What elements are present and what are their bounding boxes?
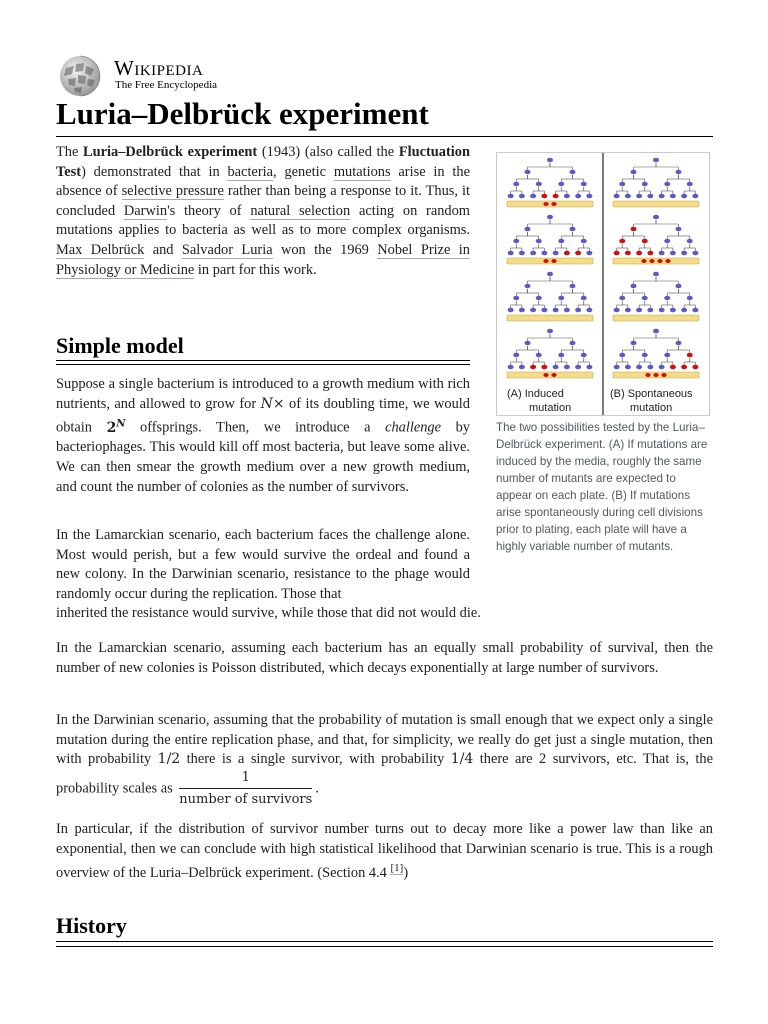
normal-cell — [558, 182, 564, 187]
normal-cell — [631, 284, 637, 289]
culture-plate — [507, 201, 593, 207]
text: there are 2 survivors, etc. That is, the probability scales as — [56, 751, 713, 797]
normal-cell — [558, 296, 564, 301]
normal-cell — [581, 182, 587, 187]
mutant-colony — [665, 259, 670, 263]
normal-cell — [586, 365, 592, 370]
normal-cell — [553, 251, 559, 256]
normal-cell — [558, 239, 564, 244]
mutant-cell — [530, 365, 536, 370]
normal-cell — [536, 239, 542, 244]
section-divider — [56, 360, 470, 361]
normal-cell — [575, 194, 581, 199]
text: In the Darwinian scenario, assuming that the probability of mutation is small enough that we expect only a single mutation during the entire replication phase, and that, for simplicity, we really do get just a single mutation, then with probability — [56, 712, 713, 768]
mutant-cell — [647, 251, 653, 256]
normal-cell — [619, 353, 625, 358]
normal-cell — [553, 308, 559, 313]
normal-cell — [564, 365, 570, 370]
link-salvador-luria[interactable]: Salvador Luria — [181, 241, 273, 258]
normal-cell — [692, 251, 698, 256]
label-b-line2: mutation — [630, 402, 673, 414]
normal-cell — [564, 194, 570, 199]
paragraph-lamarckian-darwinian — [56, 526, 481, 624]
normal-cell — [575, 308, 581, 313]
normal-cell — [570, 341, 576, 346]
normal-cell — [619, 182, 625, 187]
normal-cell — [647, 365, 653, 370]
normal-cell — [586, 308, 592, 313]
reference-link-1[interactable]: [1] — [390, 862, 404, 875]
math-base: 2 — [106, 419, 117, 436]
normal-cell — [664, 353, 670, 358]
link-darwin[interactable]: Darwin — [123, 202, 168, 219]
math-quarter: 1/4 — [450, 751, 474, 768]
mutant-cell — [541, 365, 547, 370]
mutant-colony — [661, 373, 666, 377]
normal-cell — [570, 227, 576, 232]
fraction-probability-scaling — [179, 770, 312, 808]
paragraph-power-law — [56, 820, 713, 884]
normal-cell — [653, 158, 659, 163]
normal-cell — [541, 308, 547, 313]
normal-cell — [581, 353, 587, 358]
mutant-cell — [687, 353, 693, 358]
text: offsprings. Then, we introduce a — [125, 419, 386, 436]
paragraph-suppose — [56, 375, 470, 497]
wikipedia-globe-icon — [56, 54, 104, 98]
normal-cell — [519, 308, 525, 313]
label-a-line1: (A) Induced — [507, 388, 564, 400]
normal-cell — [676, 227, 682, 232]
normal-cell — [619, 296, 625, 301]
figure-diagram — [497, 153, 709, 415]
fraction-denominator: number of survivors — [179, 791, 313, 807]
mutant-colony — [551, 373, 556, 377]
normal-cell — [642, 353, 648, 358]
wordmark: Wikipedia — [114, 56, 204, 80]
culture-plate — [507, 315, 593, 321]
math-n-times: N× — [260, 395, 285, 412]
normal-cell — [653, 329, 659, 334]
mutant-colony — [551, 202, 556, 206]
lead-paragraph — [56, 143, 470, 280]
label-a-line2: mutation — [529, 402, 572, 414]
normal-cell — [547, 158, 553, 163]
culture-plate — [613, 201, 699, 207]
normal-cell — [547, 215, 553, 220]
normal-cell — [636, 308, 642, 313]
math-exponent: N — [116, 418, 126, 430]
culture-plate — [507, 258, 593, 264]
normal-cell — [636, 365, 642, 370]
text: . — [315, 780, 319, 797]
normal-cell — [586, 251, 592, 256]
paragraph-darwinian-scenario — [56, 711, 713, 808]
normal-cell — [581, 296, 587, 301]
section-divider — [56, 364, 470, 365]
section-divider — [56, 946, 713, 947]
text: and — [144, 241, 182, 258]
normal-cell — [513, 239, 519, 244]
normal-cell — [614, 365, 620, 370]
normal-cell — [642, 182, 648, 187]
link-bacteria[interactable]: bacteria — [227, 163, 274, 180]
culture-plate — [507, 372, 593, 378]
normal-cell — [553, 365, 559, 370]
culture-plate — [613, 315, 699, 321]
text: ) — [403, 864, 409, 881]
mutant-colony — [551, 259, 556, 263]
normal-cell — [659, 194, 665, 199]
mutant-cell — [541, 194, 547, 199]
normal-cell — [513, 182, 519, 187]
mutant-colony — [543, 202, 548, 206]
mutant-cell — [642, 239, 648, 244]
normal-cell — [508, 194, 514, 199]
mutant-colony — [543, 373, 548, 377]
mutant-cell — [636, 251, 642, 256]
text: rather than being a response to it. Thus, it concluded — [56, 183, 470, 219]
normal-cell — [625, 308, 631, 313]
mutant-cell — [625, 251, 631, 256]
culture-plate — [613, 258, 699, 264]
normal-cell — [636, 194, 642, 199]
normal-cell — [614, 308, 620, 313]
normal-cell — [586, 194, 592, 199]
normal-cell — [519, 251, 525, 256]
normal-cell — [530, 194, 536, 199]
mutant-colony — [543, 259, 548, 263]
mutant-cell — [614, 251, 620, 256]
mutant-cell — [631, 227, 637, 232]
mutant-colony — [645, 373, 650, 377]
tagline: The Free Encyclopedia — [115, 79, 218, 91]
normal-cell — [508, 251, 514, 256]
normal-cell — [670, 251, 676, 256]
text: in part for this work. — [194, 261, 317, 278]
normal-cell — [676, 284, 682, 289]
link-nobel-prize[interactable]: Nobel Prize in Physiology or Medicine — [56, 241, 470, 278]
normal-cell — [653, 215, 659, 220]
normal-cell — [647, 308, 653, 313]
normal-cell — [513, 296, 519, 301]
text: The — [56, 144, 84, 160]
normal-cell — [692, 308, 698, 313]
normal-cell — [676, 170, 682, 175]
normal-cell — [676, 341, 682, 346]
normal-cell — [670, 194, 676, 199]
mutant-cell — [575, 251, 581, 256]
figure-image[interactable] — [496, 152, 710, 416]
mutant-colony — [657, 259, 662, 263]
normal-cell — [541, 251, 547, 256]
text: In the Lamarckian scenario, each bacterium faces the challenge alone. Most would perish, but a few would survive the ordeal and found a new colony. In the Darwinian scenario, resistance to the phage would randomly occur during the replication. Those that — [56, 527, 470, 602]
normal-cell — [670, 308, 676, 313]
text: In particular, if the distribution of survivor number turns out to decay more like a power law than like an exponential, then we can conclude with high statistical likelihood that Darwinian scenario is true. This is a rough overview of the Luria–Delbrück experiment. (Section 4.4 — [56, 821, 713, 881]
normal-cell — [570, 170, 576, 175]
normal-cell — [659, 251, 665, 256]
normal-cell — [530, 308, 536, 313]
normal-cell — [625, 194, 631, 199]
normal-cell — [536, 353, 542, 358]
text: inherited the resistance would survive, while those that did not would die. — [56, 605, 481, 622]
normal-cell — [687, 239, 693, 244]
figure-fluctuation-test — [496, 152, 710, 555]
mutant-cell — [681, 365, 687, 370]
text: arise in the absence of — [56, 163, 471, 200]
text: acting on random mutations applies to bacteria as well as to more complex organisms. — [56, 202, 471, 239]
text: by bacteriophages. This would kill off most bacteria, but leave some alive. We can then smear the growth medium over a new growth medium, and count the number of colonies as the number of survivors. — [56, 419, 470, 495]
normal-cell — [659, 365, 665, 370]
normal-cell — [647, 194, 653, 199]
normal-cell — [664, 296, 670, 301]
normal-cell — [653, 272, 659, 277]
text: won the 1969 — [272, 241, 378, 258]
text: ) demonstrated that in — [81, 163, 228, 180]
normal-cell — [508, 308, 514, 313]
normal-cell — [536, 296, 542, 301]
normal-cell — [659, 308, 665, 313]
text: of its doubling time, we would obtain — [56, 395, 470, 436]
link-natural-selection[interactable]: natural selection — [250, 202, 351, 219]
normal-cell — [575, 365, 581, 370]
normal-cell — [614, 194, 620, 199]
mutant-cell — [619, 239, 625, 244]
figure-caption: The two possibilities tested by the Luria–Delbrück experiment. (A) If mutations are induced by the media, roughly the same number of mutants are expected to appear on each plate. (B) If mutations arise spontaneously during cell divisions prior to plating, each plate will have a highly variable number of mutants. — [496, 421, 708, 553]
normal-cell — [547, 329, 553, 334]
link-selective-pressure[interactable]: selective pressure — [121, 183, 224, 200]
math-two-to-n — [107, 420, 126, 436]
emphasis: challenge — [385, 419, 442, 436]
normal-cell — [664, 182, 670, 187]
mutant-colony — [649, 259, 654, 263]
normal-cell — [564, 308, 570, 313]
link-max-delbruck[interactable]: Max Delbrück — [56, 241, 145, 258]
normal-cell — [536, 182, 542, 187]
mutant-cell — [564, 251, 570, 256]
page-title: Luria–Delbrück experiment — [56, 96, 429, 131]
text: 's theory of — [167, 202, 251, 219]
normal-cell — [642, 296, 648, 301]
title-divider — [56, 136, 713, 137]
bold-term: Fluctuation Test — [56, 144, 470, 180]
text: Suppose a single bacterium is introduced to a growth medium with rich nutrients, and allowed to grow for — [56, 376, 470, 412]
mutant-cell — [553, 194, 559, 199]
normal-cell — [513, 353, 519, 358]
normal-cell — [525, 284, 531, 289]
link-mutations[interactable]: mutations — [333, 163, 391, 180]
normal-cell — [525, 341, 531, 346]
normal-cell — [519, 194, 525, 199]
label-b-line1: (B) Spontaneous — [610, 388, 693, 400]
normal-cell — [681, 194, 687, 199]
mutant-cell — [670, 365, 676, 370]
normal-cell — [687, 182, 693, 187]
paragraph-lamarckian-poisson: In the Lamarckian scenario, assuming each bacterium has an equally small probability of survival, then the number of new colonies is Poisson distributed, which decays exponentially at large number of survivors. — [56, 640, 713, 676]
normal-cell — [687, 296, 693, 301]
fraction-numerator: 1 — [179, 770, 312, 789]
normal-cell — [530, 251, 536, 256]
normal-cell — [631, 170, 637, 175]
text: (1943) (also called the — [257, 144, 399, 160]
normal-cell — [681, 251, 687, 256]
normal-cell — [508, 365, 514, 370]
mutant-cell — [692, 365, 698, 370]
mutant-colony — [641, 259, 646, 263]
normal-cell — [525, 170, 531, 175]
normal-cell — [581, 239, 587, 244]
normal-cell — [664, 239, 670, 244]
normal-cell — [525, 227, 531, 232]
normal-cell — [547, 272, 553, 277]
normal-cell — [519, 365, 525, 370]
normal-cell — [570, 284, 576, 289]
normal-cell — [625, 365, 631, 370]
normal-cell — [692, 194, 698, 199]
section-divider — [56, 941, 713, 942]
normal-cell — [631, 341, 637, 346]
text: , genetic — [273, 163, 334, 180]
normal-cell — [681, 308, 687, 313]
bold-term: Luria–Delbrück experiment — [83, 144, 258, 160]
text: there is a single survivor, with probability — [180, 751, 451, 768]
math-half: 1/2 — [157, 751, 181, 768]
section-heading-history: History — [56, 913, 127, 938]
normal-cell — [558, 353, 564, 358]
mutant-colony — [653, 373, 658, 377]
section-heading-simple-model: Simple model — [56, 333, 184, 358]
